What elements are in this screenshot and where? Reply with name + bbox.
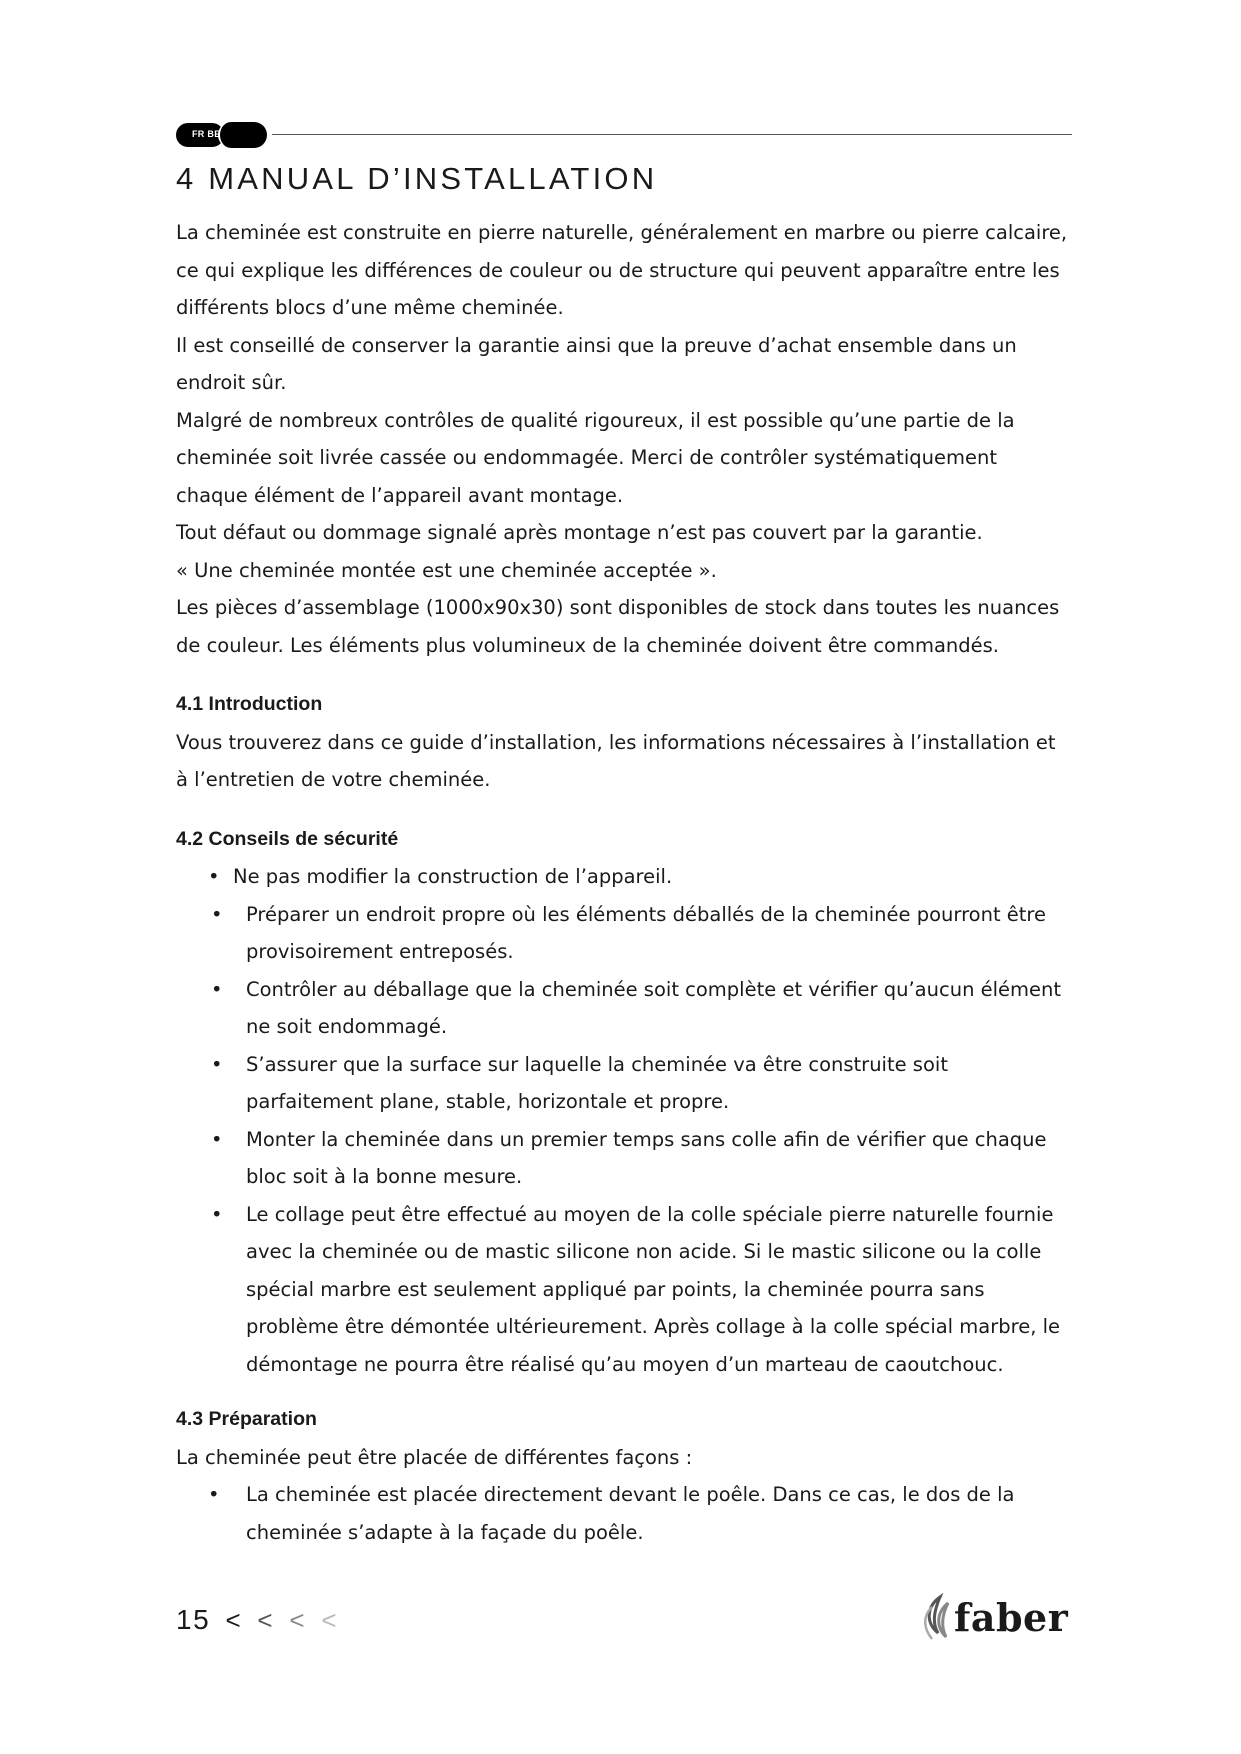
chevron-left-icon: < (289, 1605, 307, 1635)
page-number: 15 (176, 1604, 211, 1635)
section-heading-preparation: 4.3 Préparation (176, 1408, 317, 1430)
header-rule (272, 134, 1072, 135)
intro-paragraph: Malgré de nombreux contrôles de qualité rigoureux, il est possible qu’une partie de la cheminée soit livrée cassée ou endommagée. Merci de contrôler systématiquement chaque élément de l’appareil avant montage. (176, 408, 1015, 507)
chevron-left-icon: < (225, 1605, 243, 1635)
brand-wordmark: faber (954, 1595, 1069, 1640)
section-heading-introduction: 4.1 Introduction (176, 693, 323, 715)
page-footer (176, 1604, 338, 1636)
list-item: • S’assurer que la surface sur laquelle la cheminée va être construite soit parfaitement plane, stable, horizontale et propre. (176, 1046, 1072, 1121)
language-pill-dark (218, 122, 267, 148)
document-body (176, 214, 1072, 1551)
preparation-text: La cheminée peut être placée de différentes façons : (176, 1445, 693, 1469)
faber-logo (920, 1593, 1070, 1645)
list-item: • Contrôler au déballage que la cheminée soit complète et vérifier qu’aucun élément ne soit endommagé. (176, 971, 1072, 1046)
list-item: • La cheminée est placée directement devant le poêle. Dans ce cas, le dos de la cheminée s’adapte à la façade du poêle. (176, 1476, 1072, 1551)
chevron-left-icon: < (321, 1605, 339, 1635)
safety-list (176, 858, 1072, 1383)
list-item: • Monter la cheminée dans un premier temps sans colle afin de vérifier que chaque bloc soit à la bonne mesure. (176, 1121, 1072, 1196)
list-item: • Ne pas modifier la construction de l’appareil. (176, 858, 1072, 896)
flame-icon (920, 1593, 956, 1645)
chevron-left-icon: < (257, 1605, 275, 1635)
page-title: 4 MANUAL D’INSTALLATION (176, 161, 658, 196)
intro-paragraph: Il est conseillé de conserver la garantie ainsi que la preuve d’achat ensemble dans un endroit sûr. (176, 333, 1017, 394)
language-badge (176, 121, 268, 148)
introduction-text: Vous trouverez dans ce guide d’installation, les informations nécessaires à l’installation et à l’entretien de votre cheminée. (176, 730, 1056, 791)
intro-paragraph: Tout défaut ou dommage signalé après montage n’est pas couvert par la garantie. (176, 521, 983, 544)
intro-paragraph: Les pièces d’assemblage (1000x90x30) sont disponibles de stock dans toutes les nuances de couleur. Les éléments plus volumineux de la cheminée doivent être commandés. (176, 596, 1060, 657)
intro-paragraph: « Une cheminée montée est une cheminée acceptée ». (176, 558, 717, 582)
language-code: FR BE (192, 129, 221, 139)
preparation-list (176, 1476, 1072, 1551)
list-item: • Préparer un endroit propre où les éléments déballés de la cheminée pourront être provisoirement entreposés. (176, 896, 1072, 971)
page-header (176, 121, 1072, 149)
section-heading-safety: 4.2 Conseils de sécurité (176, 827, 399, 850)
list-item: • Le collage peut être effectué au moyen de la colle spéciale pierre naturelle fournie avec la cheminée ou de mastic silicone non acide. Si le mastic silicone ou la colle spécial marbre est seulement appliqué par points, la cheminée pourra sans problème être démontée ultérieurement. Après collage à la colle spécial marbre, le démontage ne pourra être réalisé qu’au moyen d’un marteau de caoutchouc. (176, 1196, 1072, 1384)
intro-paragraph: La cheminée est construite en pierre naturelle, généralement en marbre ou pierre calcaire, ce qui explique les différences de couleur ou de structure qui peuvent apparaître entre les différents blocs d’une même cheminée. (176, 221, 1068, 319)
